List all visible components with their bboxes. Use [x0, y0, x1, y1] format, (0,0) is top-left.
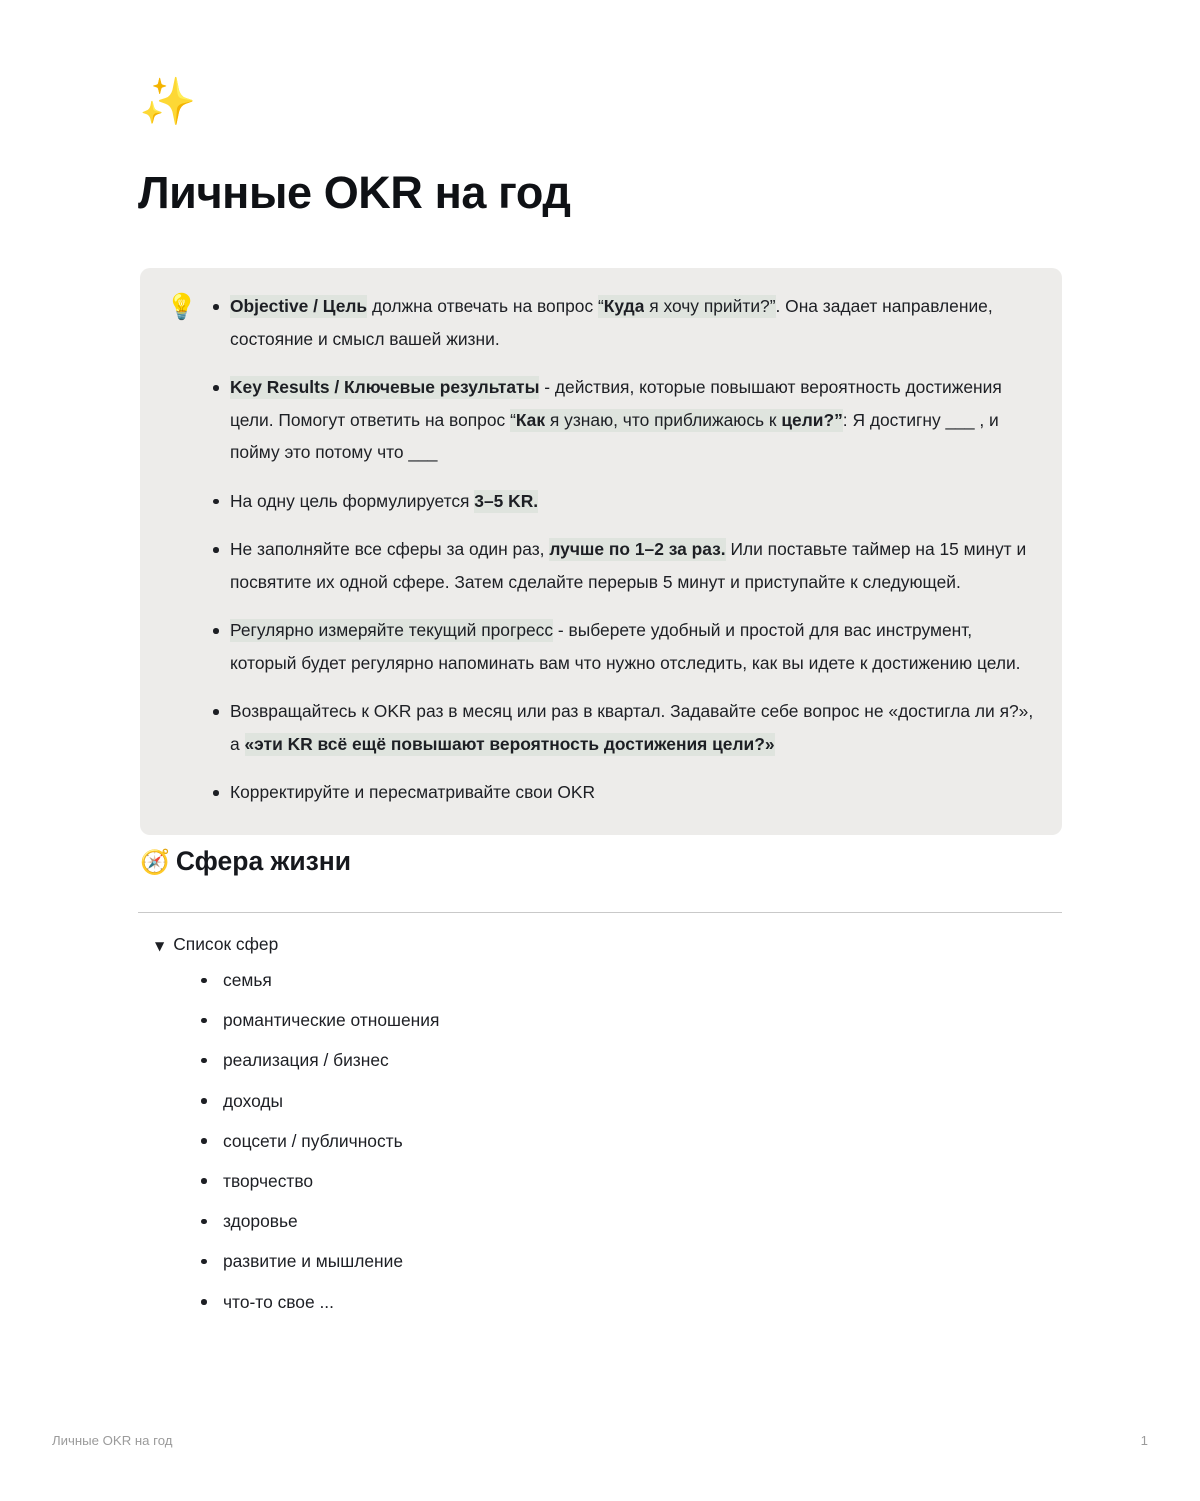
list-item: романтические отношения — [196, 1008, 896, 1032]
toggle-label: Список сфер — [173, 934, 279, 954]
callout-bullet-adjust — [228, 776, 1036, 809]
callout-bullet-objective — [228, 290, 1036, 355]
text-run: должна отвечать на вопрос — [367, 296, 598, 316]
text-run: «эти KR всё ещё повышают вероятность достижения цели?» — [244, 733, 775, 754]
text-run: : Я достигну ___ , и пойму это потому что ___ — [230, 409, 999, 462]
text-run: Или поставьте таймер на 15 минут и посвятите их одной сфере. Затем сделайте перерыв 5 минут и приступайте к следующей. — [230, 539, 1027, 592]
text-run: - выберете удобный и простой для вас инструмент, который будет регулярно напоминать вам что нужно отследить, как вы идете к достижению цели. — [230, 620, 1021, 673]
text-run: - действия, которые повышают вероятность достижения цели. Помогут ответить на вопрос — [230, 377, 1002, 430]
text-run: “ — [510, 409, 516, 430]
list-item: что-то свое ... — [196, 1290, 896, 1314]
list-item: семья — [196, 968, 896, 992]
footer-document-title: Личные OKR на год — [52, 1433, 173, 1448]
page-title: Личные OKR на год — [138, 167, 571, 218]
text-run: . Она задает направление, состояние и смысл вашей жизни. — [230, 296, 993, 349]
tips-callout — [140, 268, 1062, 835]
list-item: доходы — [196, 1089, 896, 1113]
callout-bullet-how-many-kr — [228, 485, 1036, 518]
text-run: “ — [598, 296, 604, 316]
text-run: Регулярно измеряйте текущий прогресс — [230, 620, 554, 640]
text-run: я узнаю, что приближаюсь к — [545, 409, 782, 430]
chevron-down-icon[interactable]: ▼ — [155, 939, 165, 953]
callout-bullet-key-results — [228, 371, 1036, 469]
text-run: 3–5 KR. — [474, 490, 539, 511]
callout-bullet-review-cadence — [228, 695, 1036, 760]
text-run: Возвращайтесь к OKR раз в месяц или раз в квартал. Задавайте себе вопрос не «достигла ли я?», а — [230, 701, 1034, 754]
compass-icon: 🧭 — [140, 847, 170, 876]
toggle-list-of-spheres[interactable] — [155, 930, 278, 960]
sparkles-icon: ✨ — [139, 74, 197, 128]
page-footer — [52, 1432, 1148, 1450]
text-run: цели?” — [781, 409, 843, 430]
callout-bullet-pace — [228, 533, 1036, 598]
text-run: Корректируйте и пересматривайте свои OKR — [230, 782, 596, 802]
text-run: Key Results / Ключевые результаты — [230, 377, 540, 397]
section-heading-label: Сфера жизни — [175, 846, 352, 876]
section-heading-life-sphere — [140, 845, 351, 878]
text-run: Objective / Цель — [230, 296, 368, 316]
list-item: соцсети / публичность — [196, 1129, 896, 1153]
list-item: развитие и мышление — [196, 1249, 896, 1273]
text-run: Куда — [603, 296, 645, 316]
callout-bullet-list — [206, 290, 1036, 809]
sphere-list — [196, 968, 896, 1330]
text-run: Не заполняйте все сферы за один раз, — [230, 539, 550, 559]
text-run: Как — [515, 409, 546, 430]
text-run: лучше по 1–2 за раз. — [549, 539, 726, 559]
text-run: На одну цель формулируется — [230, 490, 475, 511]
text-run: я хочу прийти?” — [644, 296, 776, 316]
callout-body — [206, 290, 1036, 809]
list-item: реализация / бизнес — [196, 1048, 896, 1072]
footer-page-number: 1 — [1140, 1433, 1148, 1448]
lightbulb-icon: 💡 — [166, 292, 198, 321]
horizontal-divider — [138, 912, 1062, 913]
callout-bullet-measure-progress — [228, 614, 1036, 679]
list-item: творчество — [196, 1169, 896, 1193]
list-item: здоровье — [196, 1209, 896, 1233]
